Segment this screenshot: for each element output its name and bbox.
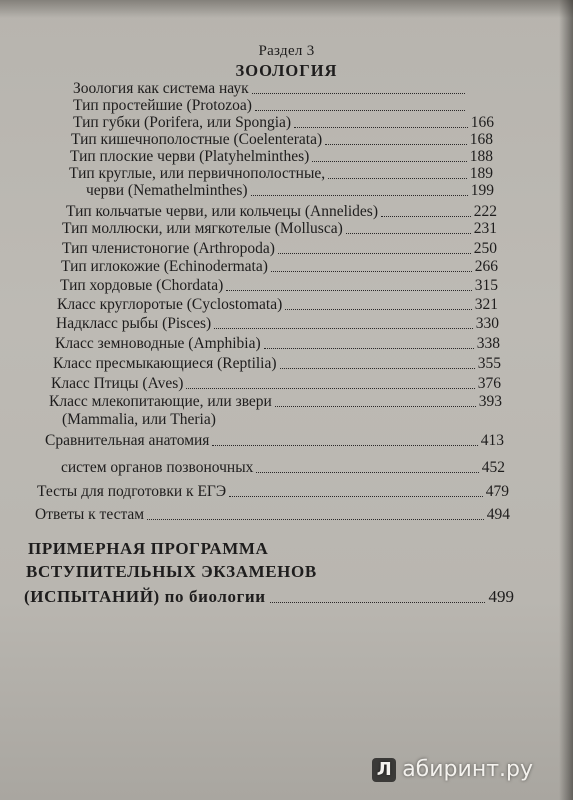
- toc-label: систем органов позвоночных: [61, 459, 254, 476]
- dot-leader: [270, 601, 485, 603]
- toc-page: 231: [473, 220, 497, 237]
- page-shadow: [0, 0, 573, 18]
- toc-row: [73, 80, 468, 97]
- dot-leader: [328, 177, 467, 179]
- toc-page: 222: [473, 203, 497, 220]
- toc-page: 168: [469, 131, 493, 148]
- toc-page: 330: [475, 315, 499, 332]
- page-edge-shadow: [559, 0, 573, 800]
- toc-row: [61, 459, 505, 476]
- toc-row: [61, 258, 498, 275]
- toc-page: 355: [477, 355, 501, 372]
- toc-label: Класс земноводные (Amphibia): [55, 335, 261, 352]
- program-subject: по биологии: [159, 587, 266, 606]
- toc-page: 452: [481, 459, 505, 476]
- toc-page: 189: [469, 165, 493, 182]
- toc-row: [73, 97, 468, 114]
- toc-page: 188: [469, 148, 493, 165]
- toc-page: 321: [474, 296, 498, 313]
- program-title-line-3: (ИСПЫТАНИЙ): [24, 587, 160, 606]
- toc-label: Тип плоские черви (Platyhelminthes): [70, 148, 310, 165]
- dot-leader: [271, 270, 472, 272]
- toc-row: [55, 335, 500, 352]
- toc-row: [66, 203, 497, 220]
- toc-label: черви (Nemathelminthes): [86, 182, 248, 199]
- toc-label: Тип кишечнополостные (Coelenterata): [71, 131, 323, 148]
- toc-row: [45, 432, 504, 449]
- toc-page: 166: [470, 114, 494, 131]
- labirint-logo-icon: Л: [372, 758, 396, 782]
- toc-label: Класс Птицы (Aves): [51, 375, 184, 392]
- toc-label: Зоология как система наук: [73, 80, 249, 97]
- dot-leader: [294, 126, 468, 128]
- toc-page: 199: [470, 182, 494, 199]
- toc-row: [60, 277, 498, 294]
- toc-label: Тип кольчатые черви, или кольчецы (Annelides): [66, 203, 379, 220]
- toc-label: Тип простейшие (Protozoa): [73, 97, 252, 114]
- labirint-watermark: [372, 757, 533, 782]
- toc-row: [69, 165, 493, 182]
- toc-row: [73, 114, 494, 131]
- toc-page: 393: [478, 393, 502, 410]
- toc-label: Тесты для подготовки к ЕГЭ: [37, 483, 227, 500]
- dot-leader: [147, 518, 484, 520]
- section-label: Раздел 3: [258, 43, 315, 59]
- dot-leader: [325, 143, 467, 145]
- toc-label: Тип членистоногие (Arthropoda): [62, 240, 275, 257]
- toc-label: Ответы к тестам: [35, 506, 145, 523]
- toc-continuation: (Mammalia, или Theria): [62, 411, 216, 428]
- toc-row: [86, 182, 494, 199]
- section-title: ЗООЛОГИЯ: [235, 61, 338, 80]
- dot-leader: [229, 495, 483, 497]
- toc-row: [49, 393, 502, 410]
- toc-page: 250: [473, 240, 497, 257]
- toc-row: [70, 148, 493, 165]
- dot-leader: [381, 215, 471, 217]
- toc-page: 479: [485, 483, 509, 500]
- toc-label: Класс млекопитающие, или звери: [49, 393, 272, 410]
- toc-label: Тип губки (Porifera, или Spongia): [73, 114, 292, 131]
- toc-row: [53, 355, 501, 372]
- dot-leader: [312, 160, 466, 162]
- toc-page: 494: [486, 506, 510, 523]
- toc-label: Тип моллюски, или мягкотелые (Mollusca): [62, 220, 343, 237]
- program-page: 499: [488, 587, 514, 606]
- toc-page: 413: [480, 432, 504, 449]
- dot-leader: [285, 308, 471, 310]
- dot-leader: [212, 444, 477, 446]
- toc-label: Надкласс рыбы (Pisces): [56, 315, 212, 332]
- toc-page: 315: [474, 277, 498, 294]
- toc-label: Класс круглоротые (Cyclostomata): [57, 296, 283, 313]
- toc-row: [71, 131, 493, 148]
- program-title-line-2: ВСТУПИТЕЛЬНЫХ ЭКЗАМЕНОВ: [26, 562, 317, 581]
- watermark-text: абиринт.ру: [402, 757, 533, 782]
- toc-row: [57, 296, 498, 313]
- dot-leader: [252, 92, 465, 94]
- dot-leader: [275, 405, 476, 407]
- toc-label: Тип иглокожие (Echinodermata): [61, 258, 268, 275]
- toc-row: [56, 315, 499, 332]
- toc-row: [37, 483, 509, 500]
- toc-label: Тип круглые, или первичнополостные,: [69, 165, 326, 182]
- toc-label: Тип хордовые (Chordata): [60, 277, 224, 294]
- dot-leader: [214, 327, 473, 329]
- dot-leader: [255, 109, 465, 111]
- toc-page: 266: [474, 258, 498, 275]
- toc-page: 338: [476, 335, 500, 352]
- toc-label: Класс пресмыкающиеся (Reptilia): [53, 355, 277, 372]
- dot-leader: [278, 252, 471, 254]
- toc-page: 376: [477, 375, 501, 392]
- toc-row: [35, 506, 510, 523]
- dot-leader: [280, 367, 475, 369]
- dot-leader: [264, 347, 474, 349]
- toc-row: [62, 220, 497, 237]
- dot-leader: [256, 471, 478, 473]
- dot-leader: [186, 387, 474, 389]
- toc-row: [62, 240, 497, 257]
- dot-leader: [226, 289, 471, 291]
- program-row: [24, 586, 514, 608]
- dot-leader: [346, 232, 471, 234]
- toc-row: [51, 375, 501, 392]
- dot-leader: [251, 194, 468, 196]
- program-title-line-1: ПРИМЕРНАЯ ПРОГРАММА: [28, 539, 269, 558]
- toc-label: Сравнительная анатомия: [45, 432, 210, 449]
